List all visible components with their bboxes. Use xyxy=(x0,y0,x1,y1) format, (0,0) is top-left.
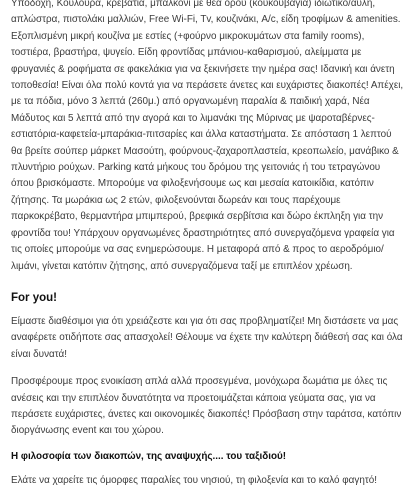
philosophy-heading: Η φιλοσοφία των διακοπών, της αναψυχής.... του ταξιδιού! xyxy=(11,450,287,462)
rooms-offer-paragraph: Προσφέρουμε προς ενοικίαση απλά αλλά προσεγμένα, μονόχωρα δωμάτια με όλες τις ανέσεις και την επιπλέον δυνατότητα να προετοιμάζεται κάποια γεύματα σας, για να περάσετε ευχάριστες, άνετες και οικονομικές διακοπές! Πρόσβαση στην ταράτσα, κατόπιν διοργάνωσης event και του χώρου. xyxy=(11,376,402,437)
amenities-paragraph: Υποδοχή, Κουλούρα, κρεβάτια, μπαλκόνι με θέα ορού (κουκουβάγια) ιδιωτικό/αυλή, απλώστρα, πιστολάκι μαλλιών, Free Wi-Fi, Tv, κουζινάκι, A/c, είδη τροφίμων & amenities. Εξοπλισμένη μικρή κουζίνα με εστίες (+φούρνο μικροκυμάτων στα family rooms), τοστιέρα, βραστήρα, ψυγείο. Είδη φροντίδας μπάνιου-καθαρισμού, αλείμματα με φρυγανιές & ροφήματα σε φακελάκια για να ξεκινήσετε την ημέρα σας! Ιδανική και άνετη τοποθεσία! Είναι όλα πολύ κοντά για να περάσετε άνετες και ευχάριστες διακοπές! Απέχει, με τα πόδια, μόνο 3 λεπτά (260μ.) από οργανωμένη παραλία & παιδική χαρά, Νέα Μάδυτος και 5 λεπτά από την αγορά και το λιμανάκι της Μύρινας με ψαροταβέρνες-εστιατόρια-καφετεία-μπαράκια-πιτσαρίες και άλλα καταστήματα. Σε απόσταση 1 λεπτού θα βρείτε σούπερ μάρκετ Μασούτη, φούρνους-ζαχαροπλαστεία, κρεοπωλείο, μανάβικο & πλυντήριο ρούχων. Parking κατά μήκους του δρόμου της γειτονιάς ή του τετραγώνου όπου βρισκόμαστε. Μπορούμε να φιλοξενήσουμε ως και μεσαία κατοικίδια, κατόπιν ζήτησης. Τα μωράκια ως 2 ετών, φιλοξενούνται δωρεάν και τους παρέχουμε παρκοκρέβατο, θερμαντήρα μπιμπερού, βρεφικά σερβίτσια και δώρο έκπληξη για την φροντίδα του! Υπάρχουν οργανωμένες δραστηριότητες από συνεργαζόμενα γραφεία για τις οποίες μπορούμε να σας ενημερώσουμε. Η μεταφορά από & προς το αεροδρόμιο/λιμάνι, γίνεται κατόπιν ζήτησης, από συνεργαζόμενα ταξί με επιπλέον χρέωση. xyxy=(11,0,404,272)
availability-paragraph: Είμαστε διαθέσιμοι για ότι χρειάζεστε και για ότι σας προβληματίζει! Μη διστάσετε να μας αναφέρετε οτιδήποτε σας απασχολεί! Θέλουμε να έχετε την καλύτερη διάθεσή σας και όλα είναι δυνατά! xyxy=(11,315,403,360)
invitation-paragraph: Ελάτε να χαρείτε τις όμορφες παραλίες του νησιού, τη φιλοξενία και το καλό φαγητό! xyxy=(11,474,377,486)
for-you-heading: For you! xyxy=(11,291,57,304)
